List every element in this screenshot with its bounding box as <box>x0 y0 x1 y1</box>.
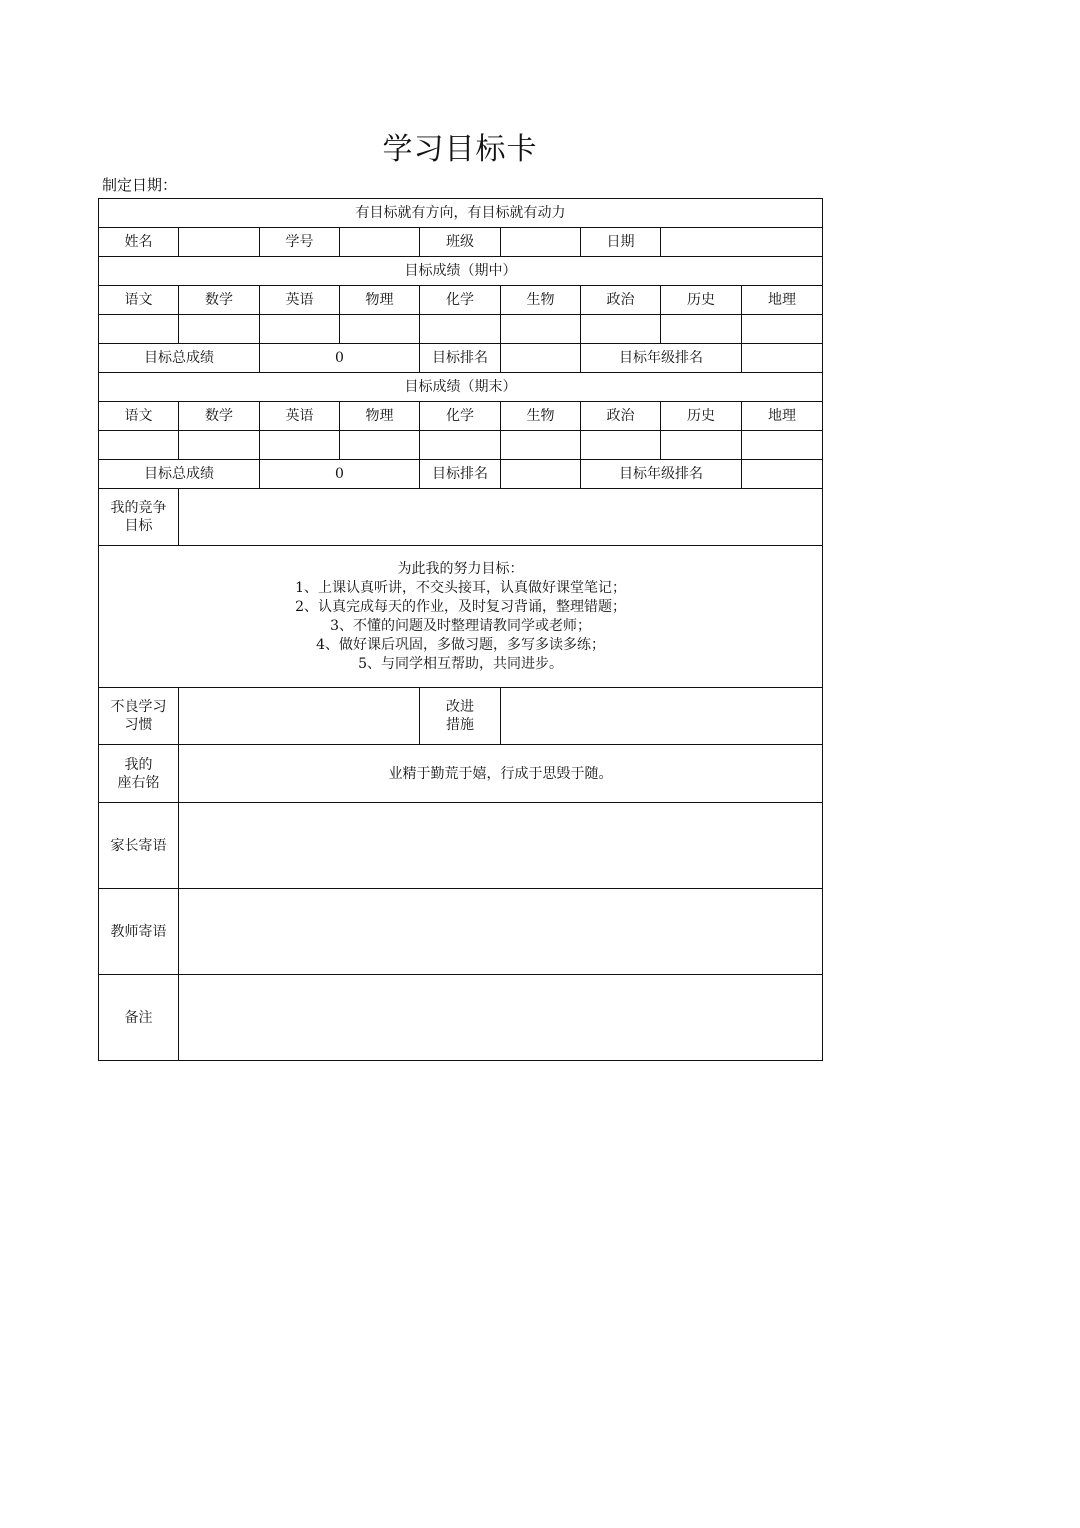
score-cell[interactable] <box>260 315 340 344</box>
subject-label: 数学 <box>179 402 260 431</box>
name-label: 姓名 <box>99 228 179 257</box>
info-row <box>99 228 823 257</box>
final-grade-rank-label: 目标年级排名 <box>581 460 742 489</box>
final-total-value: 0 <box>260 460 420 489</box>
score-cell[interactable] <box>179 431 260 460</box>
subject-label: 历史 <box>661 286 742 315</box>
subject-label: 政治 <box>581 286 661 315</box>
midterm-header: 目标成绩（期中） <box>99 257 823 286</box>
midterm-score-row <box>99 315 823 344</box>
final-rank-field[interactable] <box>501 460 581 489</box>
subject-label: 政治 <box>581 402 661 431</box>
student-id-field[interactable] <box>340 228 420 257</box>
slogan: 有目标就有方向，有目标就有动力 <box>99 199 823 228</box>
competition-goal-field[interactable] <box>179 489 823 546</box>
subject-label: 历史 <box>661 402 742 431</box>
improvement-label <box>420 688 501 745</box>
midterm-rank-label: 目标排名 <box>420 344 501 373</box>
score-cell[interactable] <box>501 431 581 460</box>
label-line: 目标 <box>124 518 153 534</box>
score-cell[interactable] <box>99 315 179 344</box>
teacher-comment-field[interactable] <box>179 889 823 975</box>
score-cell[interactable] <box>661 315 742 344</box>
midterm-grade-rank-label: 目标年级排名 <box>581 344 742 373</box>
label-line: 措施 <box>446 717 474 733</box>
label-line: 我的竞争 <box>110 500 167 516</box>
subject-label: 语文 <box>99 286 179 315</box>
goal-card-table <box>98 198 823 1061</box>
score-cell[interactable] <box>340 315 420 344</box>
page-title: 学习目标卡 <box>382 132 538 167</box>
final-score-row <box>99 431 823 460</box>
class-field[interactable] <box>501 228 581 257</box>
competition-goal-label <box>99 489 179 546</box>
midterm-summary-row <box>99 344 823 373</box>
notes-field[interactable] <box>179 975 823 1061</box>
midterm-rank-field[interactable] <box>501 344 581 373</box>
subject-label: 地理 <box>742 286 823 315</box>
label-line: 习惯 <box>124 717 153 733</box>
midterm-total-value: 0 <box>260 344 420 373</box>
subject-label: 生物 <box>501 402 581 431</box>
label-line: 座右铭 <box>117 774 160 791</box>
parent-comment-row <box>99 803 823 889</box>
effort-item: 5、与同学相互帮助，共同进步。 <box>358 655 563 672</box>
score-cell[interactable] <box>179 315 260 344</box>
date-label: 日期 <box>581 228 661 257</box>
creation-date-label: 制定日期： <box>102 176 178 194</box>
score-cell[interactable] <box>581 431 661 460</box>
midterm-total-label: 目标总成绩 <box>99 344 260 373</box>
teacher-comment-label: 教师寄语 <box>99 889 179 975</box>
subject-label: 化学 <box>420 402 501 431</box>
name-field[interactable] <box>179 228 260 257</box>
effort-item: 1、上课认真听讲，不交头接耳，认真做好课堂笔记； <box>295 579 626 596</box>
score-cell[interactable] <box>420 431 501 460</box>
score-cell[interactable] <box>340 431 420 460</box>
parent-comment-field[interactable] <box>179 803 823 889</box>
motto-row <box>99 745 823 803</box>
label-line: 改进 <box>446 699 474 715</box>
motto-label <box>99 745 179 803</box>
score-cell[interactable] <box>742 315 823 344</box>
midterm-grade-rank-field[interactable] <box>742 344 823 373</box>
score-cell[interactable] <box>501 315 581 344</box>
subject-label: 英语 <box>260 286 340 315</box>
student-id-label: 学号 <box>260 228 340 257</box>
subject-label: 数学 <box>179 286 260 315</box>
score-cell[interactable] <box>581 315 661 344</box>
date-field[interactable] <box>661 228 823 257</box>
effort-item: 4、做好课后巩固，多做习题，多写多读多练； <box>316 636 605 653</box>
final-summary-row <box>99 460 823 489</box>
score-cell[interactable] <box>742 431 823 460</box>
score-cell[interactable] <box>260 431 340 460</box>
notes-label: 备注 <box>99 975 179 1061</box>
final-total-label: 目标总成绩 <box>99 460 260 489</box>
effort-goals <box>99 546 823 688</box>
final-rank-label: 目标排名 <box>420 460 501 489</box>
bad-habits-label <box>99 688 179 745</box>
final-header: 目标成绩（期末） <box>99 373 823 402</box>
class-label: 班级 <box>420 228 501 257</box>
effort-heading: 为此我的努力目标： <box>397 560 524 577</box>
teacher-comment-row <box>99 889 823 975</box>
subject-label: 化学 <box>420 286 501 315</box>
habits-row <box>99 688 823 745</box>
subject-label: 语文 <box>99 402 179 431</box>
label-line: 我的 <box>124 756 153 773</box>
score-cell[interactable] <box>99 431 179 460</box>
improvement-field[interactable] <box>501 688 823 745</box>
label-line: 不良学习 <box>110 699 167 715</box>
subject-label: 地理 <box>742 402 823 431</box>
effort-row <box>99 546 823 688</box>
effort-item: 2、认真完成每天的作业，及时复习背诵，整理错题； <box>295 598 626 615</box>
motto-text[interactable]: 业精于勤荒于嬉，行成于思毁于随。 <box>179 745 823 803</box>
effort-item: 3、不懂的问题及时整理请教同学或老师； <box>330 617 591 634</box>
subject-label: 物理 <box>340 402 420 431</box>
midterm-subject-row <box>99 286 823 315</box>
competition-row <box>99 489 823 546</box>
score-cell[interactable] <box>661 431 742 460</box>
subject-label: 英语 <box>260 402 340 431</box>
subject-label: 生物 <box>501 286 581 315</box>
final-grade-rank-field[interactable] <box>742 460 823 489</box>
bad-habits-field[interactable] <box>179 688 420 745</box>
parent-comment-label: 家长寄语 <box>99 803 179 889</box>
subject-label: 物理 <box>340 286 420 315</box>
notes-row <box>99 975 823 1061</box>
score-cell[interactable] <box>420 315 501 344</box>
final-subject-row <box>99 402 823 431</box>
